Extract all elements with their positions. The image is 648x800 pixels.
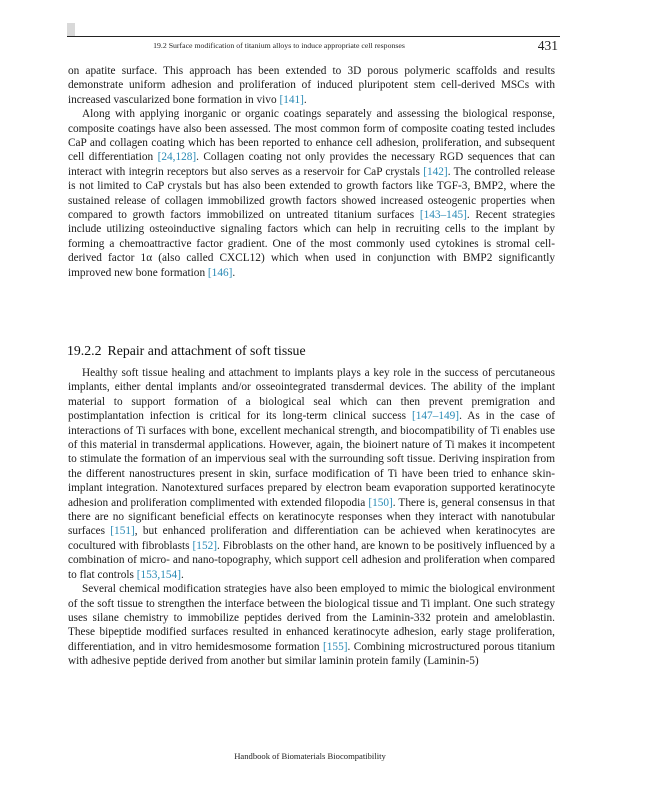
section-number: 19.2.2	[67, 343, 102, 358]
text-run: .	[232, 266, 236, 279]
page-number: 431	[537, 38, 558, 53]
text-run: on apatite surface. This approach has been extended to 3D porous polymeric scaffolds and results demonstrate uniform adhesion and proliferation of induced pluripotent stem cell-derived MSCs with increased vascularized bone formation in vivo	[68, 65, 555, 106]
citation-link[interactable]: [143–145]	[419, 209, 467, 222]
text-run: Several chemical modification strategies have also been employed to mimic the biological environment of the soft tissue to strengthen the interface between the biological tissue and Ti implant. One such strategy uses silane chemistry to immobilize peptides derived from the Laminin-332 protein and ameloblastin. These bipeptide modified surfaces resulted in enhanced keratinocyte adhesion, early stage proliferation, differentiation, and in vitro hemidesmosome formation	[68, 583, 555, 653]
citation-link[interactable]: [153,154]	[136, 568, 181, 581]
text-run: . Combining microstructured porous titanium with adhesive peptide derived from another but similar laminin protein family (Laminin-5)	[68, 640, 556, 668]
bottom-text-block	[68, 366, 555, 669]
text-run: . The controlled release is not limited to CaP crystals but has also been extended to growth factors like TGF-3, BMP2, where the sustained release of collagen immobilized growth factors showed increased osteogenic properties when compared to growth factors immobilized on untreated titanium surfaces	[68, 165, 556, 222]
section-title: Repair and attachment of soft tissue	[107, 343, 306, 358]
citation-link[interactable]: [146]	[207, 266, 233, 279]
paragraph-1	[68, 64, 555, 107]
text-run: . Recent strategies include utilizing osteoinductive signaling factors which can help in recruiting cells to the implant by forming a chemoattractive factor gradient. One of the most commonly used cytokines is stromal cell-derived factor 1α (also called CXCL12) which when used in conjunction with BMP2 significantly improved new bone formation	[68, 209, 555, 279]
citation-link[interactable]: [142]	[423, 165, 448, 178]
paragraph-4	[68, 582, 555, 668]
citation-link[interactable]: [147–149]	[412, 410, 460, 423]
section-heading	[67, 343, 306, 359]
header-marker-bar	[67, 23, 75, 36]
footer-book-title: Handbook of Biomaterials Biocompatibility	[234, 751, 386, 761]
text-run: . Collagen coating not only provides the necessary RGD sequences that can interact with integrin receptors but also serves as a reservoir for CaP crystals	[68, 151, 555, 178]
text-run: .	[180, 568, 184, 581]
top-text-block	[68, 64, 555, 280]
text-run: .	[303, 93, 307, 106]
citation-link[interactable]: [150]	[368, 496, 393, 509]
paragraph-3	[68, 366, 555, 582]
text-run: . As in the case of interactions of Ti surfaces with bone, excellent mechanical strength, and biocompatibility of Ti enables use of this material in transdermal applications. However, again, the bioinert nature of Ti makes it incompetent to stimulate the formation of an impervious seal with the surrounding soft tissue. Deriving inspiration from the different nanostructures present in skin, surface modification of Ti have been tried to enhance skin-implant integration. Nanotextured surfaces prepared by electron beam evaporation supported keratinocyte adhesion and proliferation complimented with extended filopodia	[68, 410, 555, 509]
text-run: . Fibroblasts on the other hand, are known to be positively influenced by a combination of micro- and nano-topography, which support cell adhesion and proliferation when compared to flat controls	[68, 539, 555, 581]
text-run: , but enhanced proliferation and differentiation can be achieved when keratinocytes are cocultured with fibroblasts	[68, 525, 555, 552]
text-run: . There is, general consensus in that there are no significant beneficial effects on keratinocyte responses when they interact with nanotubular surfaces	[68, 496, 555, 538]
citation-link[interactable]: [151]	[110, 525, 135, 538]
running-head: 19.2 Surface modification of titanium alloys to induce appropriate cell responses	[153, 41, 405, 50]
citation-link[interactable]: [24,128]	[157, 151, 197, 164]
header-rule	[67, 36, 560, 37]
citation-link[interactable]: [141]	[279, 93, 304, 106]
paragraph-2	[68, 107, 555, 280]
citation-link[interactable]: [155]	[323, 640, 348, 653]
text-run: Healthy soft tissue healing and attachment to implants plays a key role in the success of percutaneous implants, either dental implants and/or osseointegrated transdermal devices. The ability of the implant material to support formation of a biological seal which can then prevent premigration and postimplantation infection is critical for its long-term clinical success	[68, 367, 555, 423]
text-run: Along with applying inorganic or organic coatings separately and assessing the biological response, composite coatings have also been assessed. The most common form of composite coating tested includes CaP and collagen coating which has been reported to enhance cell adhesion, proliferation, and subsequent cell differentiation	[68, 108, 555, 164]
citation-link[interactable]: [152]	[192, 539, 218, 552]
